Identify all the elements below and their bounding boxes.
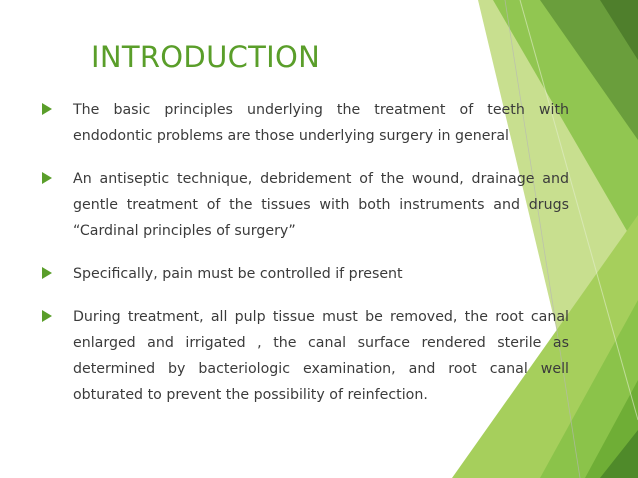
triangle-right-icon [41, 310, 53, 322]
bullet-text: Specifically, pain must be controlled if present [73, 266, 403, 282]
triangle-right-icon [41, 172, 53, 184]
bullet-item [41, 97, 569, 149]
bullet-list [41, 97, 569, 425]
triangle-right-icon [41, 267, 53, 279]
slide-title: INTRODUCTION [91, 40, 321, 74]
bullet-item [41, 166, 569, 244]
bullet-item [41, 261, 569, 287]
bullet-text: An antiseptic technique, debridement of the wound, drainage and gentle treatment of the tissues with both instruments and drugs “Cardinal principles of surgery” [73, 171, 569, 239]
bullet-item [41, 304, 569, 408]
bullet-text: The basic principles underlying the treatment of teeth with endodontic problems are those underlying surgery in general [73, 102, 569, 144]
bullet-text: During treatment, all pulp tissue must be removed, the root canal enlarged and irrigated , the canal surface rendered sterile as determined by bacteriologic examination, and root canal well obturated to prevent the possibility of reinfection. [73, 309, 569, 403]
triangle-right-icon [41, 103, 53, 115]
